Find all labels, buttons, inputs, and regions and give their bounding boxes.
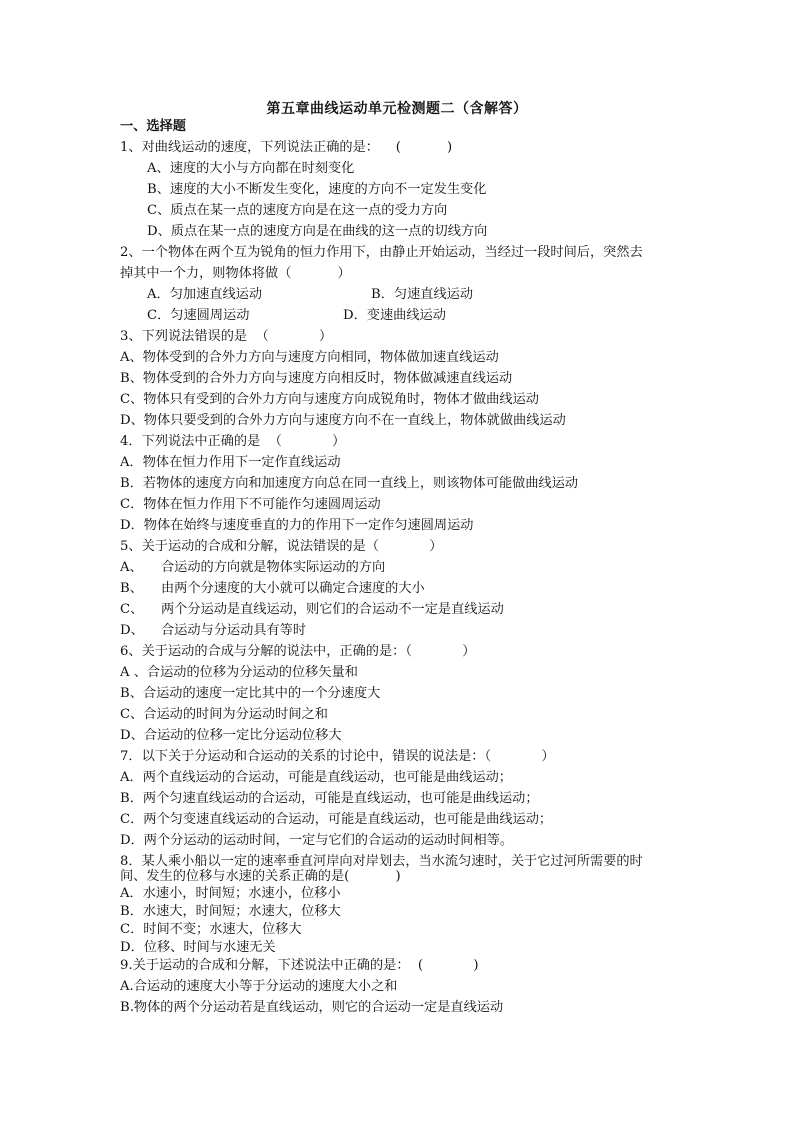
q2-stem-line1: 2、一个物体在两个互为锐角的恒力作用下，由静止开始运动，当经过一段时间后，突然去 <box>120 245 643 260</box>
q8-option-c: C．时间不变；水速大，位移大 <box>120 922 302 937</box>
q7-option-d: D．两个分运动的运动时间，一定与它们的合运动的运动时间相等。 <box>120 833 514 848</box>
q2-option-b: B．匀速直线运动 <box>371 287 474 302</box>
q7-option-b: B．两个匀速直线运动的合运动，可能是直线运动，也可能是曲线运动； <box>120 791 539 806</box>
q5-option-a: 合运动的方向就是物体实际运动的方向 <box>161 560 386 575</box>
q7-option-c: C．两个匀变速直线运动的合运动，可能是直线运动，也可能是曲线运动； <box>120 812 553 827</box>
q5-option-c: 两个分运动是直线运动，则它们的合运动不一定是直线运动 <box>161 602 504 617</box>
q4-option-c: C．物体在恒力作用下不可能作匀速圆周运动 <box>120 497 381 512</box>
q5-option-a-label: A、 <box>120 560 143 575</box>
q7-option-a: A．两个直线运动的合运动，可能是直线运动，也可能是曲线运动； <box>120 770 512 785</box>
q6-option-d: D、合运动的位移一定比分运动位移大 <box>120 728 342 743</box>
q1-option-b: B、速度的大小不断发生变化，速度的方向不一定发生变化 <box>147 182 487 197</box>
q7-stem: 7．以下关于分运动和合运动的关系的讨论中，错误的说法是：（ ） <box>120 749 555 764</box>
q4-option-d: D．物体在始终与速度垂直的力的作用下一定作匀速圆周运动 <box>120 518 474 533</box>
q1-option-a: A、速度的大小与方向都在时刻变化 <box>147 161 355 176</box>
q5-option-b-label: B、 <box>120 581 143 596</box>
q3-stem: 3、下列说法错误的是 （ ） <box>120 329 333 344</box>
q1-option-d: D、质点在某一点的速度方向是在曲线的这一点的切线方向 <box>147 224 488 239</box>
q5-stem: 5、关于运动的合成和分解，说法错误的是（ ） <box>120 539 443 554</box>
q5-option-b: 由两个分速度的大小就可以确定合速度的大小 <box>161 581 425 596</box>
q5-option-c-label: C、 <box>120 602 144 617</box>
q4-option-b: B．若物体的速度方向和加速度方向总在同一直线上，则该物体可能做曲线运动 <box>120 476 579 491</box>
q8-option-d: D．位移、时间与水速无关 <box>120 940 276 955</box>
q9-option-a: A.合运动的速度大小等于分运动的速度大小之和 <box>120 979 398 994</box>
q5-option-d: 合运动与分运动具有等时 <box>161 623 307 638</box>
q8-option-a: A．水速小，时间短；水速小，位移小 <box>120 886 341 901</box>
document-title: 第五章曲线运动单元检测题二（含解答） <box>266 101 528 117</box>
q1-stem: 1、对曲线运动的速度，下列说法正确的是： ( ) <box>120 140 453 155</box>
q9-option-b: B.物体的两个分运动若是直线运动，则它的合运动一定是直线运动 <box>120 1000 504 1015</box>
q1-option-c: C、质点在某一点的速度方向是在这一点的受力方向 <box>147 203 448 218</box>
q6-stem: 6、关于运动的合成与分解的说法中，正确的是：（ ） <box>120 644 476 659</box>
q2-option-c: C．匀速圆周运动 <box>147 308 250 323</box>
q4-option-a: A．物体在恒力作用下一定作直线运动 <box>120 455 341 470</box>
q6-option-b: B、合运动的速度一定比其中的一个分速度大 <box>120 686 381 701</box>
q4-stem: 4．下列说法中正确的是 （ ） <box>120 434 346 449</box>
q3-option-b: B、物体受到的合外力方向与速度方向相反时，物体做减速直线运动 <box>120 371 513 386</box>
q6-option-c: C、合运动的时间为分运动时间之和 <box>120 707 328 722</box>
q9-stem: 9.关于运动的合成和分解，下述说法中正确的是： ( ) <box>120 958 479 973</box>
section-heading: 一、选择题 <box>120 119 186 134</box>
q8-option-b: B．水速大，时间短；水速大，位移大 <box>120 904 341 919</box>
q2-stem-line2: 掉其中一个力，则物体将做（ ） <box>120 266 351 281</box>
q8-stem-line2: 间、发生的位移与水速的关系正确的是( ) <box>120 869 401 884</box>
q3-option-a: A、物体受到的合外力方向与速度方向相同，物体做加速直线运动 <box>120 350 499 365</box>
q6-option-a: A 、合运动的位移为分运动的位移矢量和 <box>120 665 358 680</box>
q8-stem-line1: 8．某人乘小船以一定的速率垂直河岸向对岸划去，当水流匀速时，关于它过河所需要的时 <box>120 854 643 869</box>
q3-option-c: C、物体只有受到的合外力方向与速度方向成锐角时，物体才做曲线运动 <box>120 392 539 407</box>
q3-option-d: D、物体只要受到的合外力方向与速度方向不在一直线上，物体就做曲线运动 <box>120 413 566 428</box>
q2-option-d: D．变速曲线运动 <box>343 308 446 323</box>
q2-option-a: A．匀加速直线运动 <box>147 287 263 302</box>
q5-option-d-label: D、 <box>120 623 144 638</box>
